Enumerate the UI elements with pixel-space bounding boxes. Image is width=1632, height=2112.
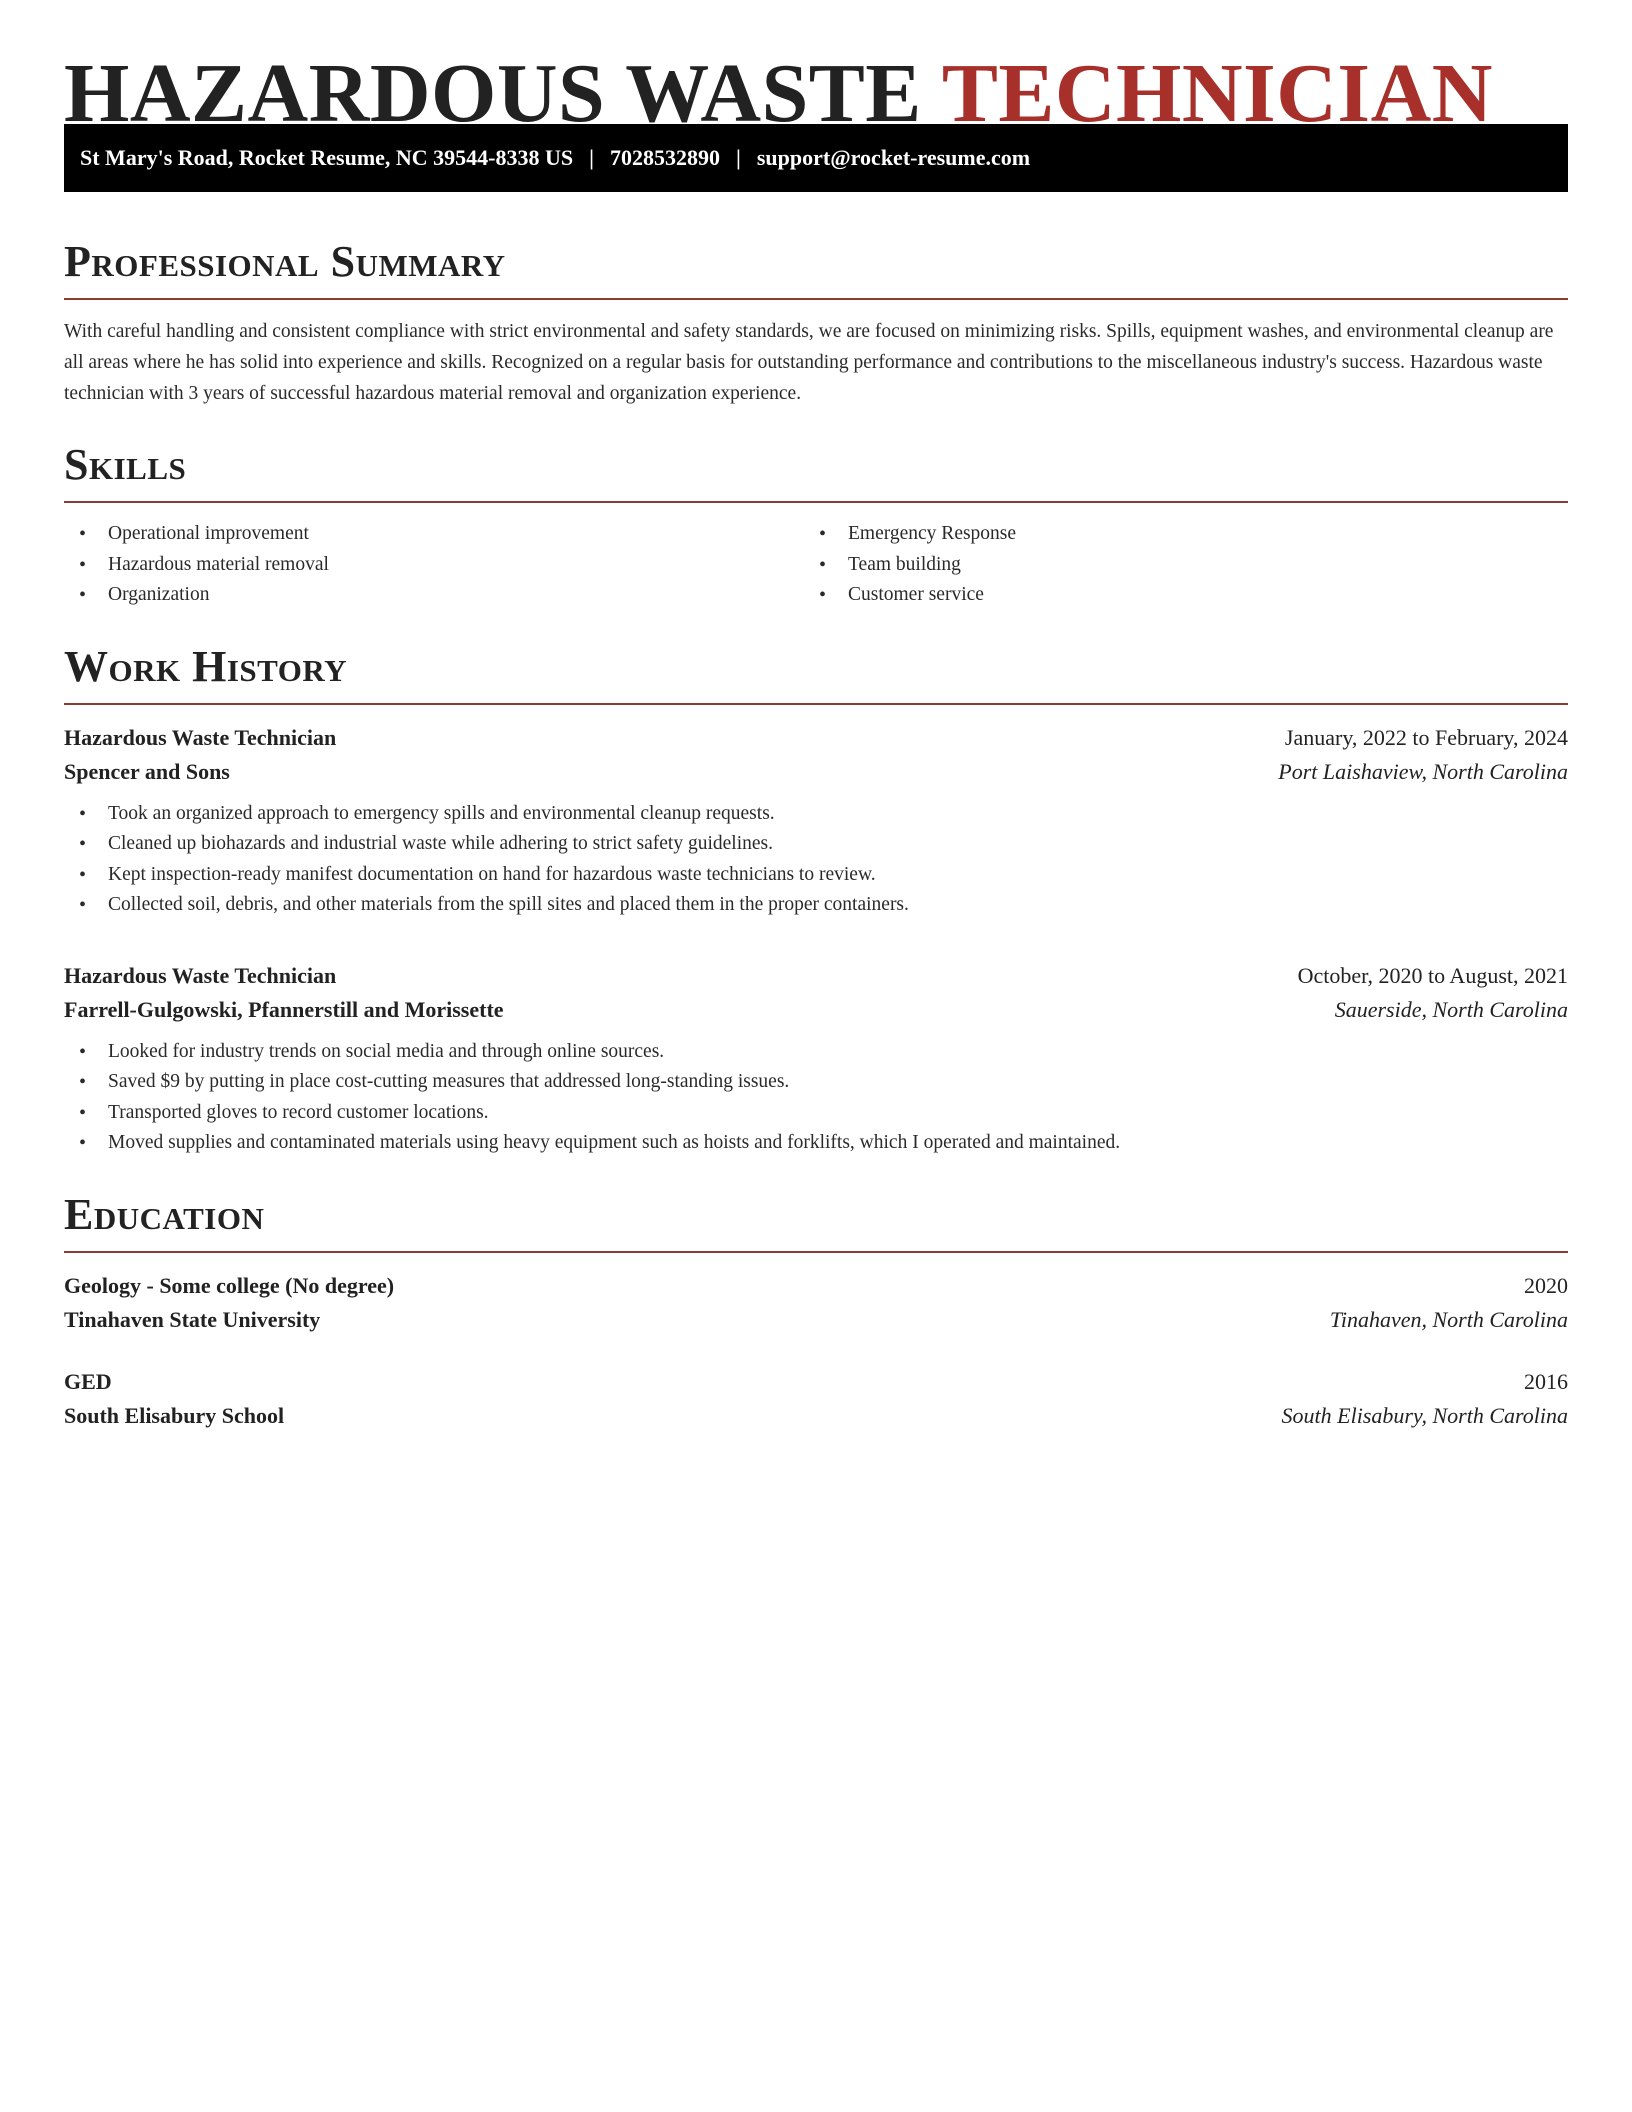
job-company: Spencer and Sons [64,758,230,784]
job-bullets [64,799,1568,921]
name-primary: HAZARDOUS WASTE [64,47,922,140]
section-divider [64,298,1568,300]
section-divider [64,1251,1568,1253]
job-location: Port Laishaview, North Carolina [1278,758,1568,784]
job-bullet: • Collected soil, debris, and other materials from the spill sites and placed them in the proper containers. [64,890,1568,921]
job-dates: January, 2022 to February, 2024 [1284,724,1568,750]
education-entry [64,1273,1568,1333]
job-title: Hazardous Waste Technician [64,724,337,750]
education-entry [64,1369,1568,1429]
contact-phone: 7028532890 [610,145,720,170]
job-title: Hazardous Waste Technician [64,962,337,988]
education-degree: GED [64,1368,112,1394]
job-bullet: • Looked for industry trends on social media and through online sources. [64,1037,1568,1068]
skill-item: • Operational improvement [64,519,804,550]
job-header [64,725,1568,751]
skill-item: • Customer service [804,580,1544,611]
section-title-work-history: Work History [64,641,348,691]
education-subheader [64,1403,1568,1429]
education-header [64,1273,1568,1299]
skills-column-right [804,519,1544,611]
education-year: 2020 [1524,1272,1568,1298]
job-bullets [64,1037,1568,1159]
section-title-education: Education [64,1189,265,1239]
section-title-summary: Professional Summary [64,237,506,286]
education-degree: Geology - Some college (No degree) [64,1272,395,1298]
skills-list [64,519,1568,611]
skills-column-left [64,519,804,611]
education-section [64,1189,1568,1429]
job-dates: October, 2020 to August, 2021 [1297,962,1568,988]
work-history-section [64,641,1568,1159]
resume-name [64,0,1568,140]
education-header [64,1369,1568,1395]
job-bullet: • Moved supplies and contaminated materials using heavy equipment such as hoists and forklifts, which I operated and maintained. [64,1128,1568,1159]
job-entry [64,963,1568,1159]
job-subheader [64,759,1568,785]
job-entry [64,725,1568,921]
contact-separator: | [736,145,741,170]
skills-section [64,440,1568,611]
education-year: 2016 [1524,1368,1568,1394]
section-divider [64,703,1568,705]
skill-item: • Team building [804,550,1544,581]
resume-page [64,0,1568,1429]
education-school: Tinahaven State University [64,1306,321,1332]
education-location: South Elisabury, North Carolina [1281,1402,1568,1428]
job-subheader [64,997,1568,1023]
contact-separator: | [589,145,594,170]
education-school: South Elisabury School [64,1402,285,1428]
contact-address: St Mary's Road, Rocket Resume, NC 39544-8338 US [80,145,574,170]
skill-item: • Organization [64,580,804,611]
job-bullet: • Kept inspection-ready manifest documentation on hand for hazardous waste technicians to review. [64,860,1568,891]
job-location: Sauerside, North Carolina [1334,996,1568,1022]
job-bullet: • Saved $9 by putting in place cost-cutting measures that addressed long-standing issues. [64,1067,1568,1098]
skill-item: • Hazardous material removal [64,550,804,581]
job-header [64,963,1568,989]
contact-email: support@rocket-resume.com [756,145,1031,170]
job-bullet: • Took an organized approach to emergency spills and environmental cleanup requests. [64,799,1568,830]
section-title-skills: Skills [64,440,187,489]
summary-section [64,237,1568,409]
education-location: Tinahaven, North Carolina [1329,1306,1568,1332]
job-bullet: • Cleaned up biohazards and industrial waste while adhering to strict safety guidelines. [64,829,1568,860]
job-bullet: • Transported gloves to record customer locations. [64,1098,1568,1129]
section-divider [64,501,1568,503]
summary-text: With careful handling and consistent compliance with strict environmental and safety standards, we are focused on minimizing risks. Spills, equipment washes, and environmental cleanup are all areas where he has solid into experience and skills. Recognized on a regular basis for outstanding performance and contributions to the miscellaneous industry's success. Hazardous waste technician with 3 years of successful hazardous material removal and organization experience. [64,321,1554,404]
job-company: Farrell-Gulgowski, Pfannerstill and Morissette [64,996,504,1022]
name-accent: TECHNICIAN [941,47,1493,140]
education-subheader [64,1307,1568,1333]
skill-item: • Emergency Response [804,519,1544,550]
